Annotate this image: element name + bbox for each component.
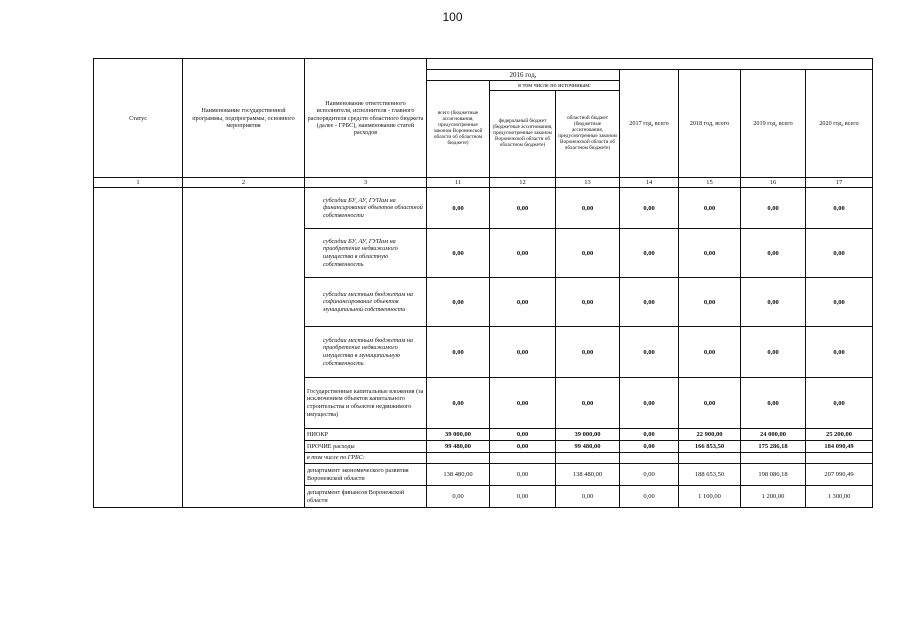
cell-2020: 184 090,49 (806, 441, 873, 453)
cell-2017: 0,00 (620, 441, 679, 453)
cell-2020: 0,00 (806, 378, 873, 429)
header-program-name: Наименование государственной программы, подпрограммы, основного мероприятия (183, 59, 305, 178)
empty-cell (806, 453, 873, 464)
header-regional-budget: областной бюджет (бюджетные ассигнования, предусмотренные законом Воронежской области об областном бюджете) (556, 91, 620, 178)
cell-2020: 207 990,49 (806, 464, 873, 486)
column-number: 14 (620, 178, 679, 188)
cell-2020: 0,00 (806, 278, 873, 327)
cell-2017: 0,00 (620, 278, 679, 327)
cell-total-2016: 0,00 (427, 229, 490, 278)
cell-regional: 0,00 (556, 378, 620, 429)
cell-regional: 138 480,00 (556, 464, 620, 486)
cell-2019: 0,00 (741, 327, 806, 378)
cell-2020: 1 300,00 (806, 486, 873, 508)
column-number: 16 (741, 178, 806, 188)
header-2018: 2018 год, всего (679, 70, 741, 178)
cell-2019: 175 286,18 (741, 441, 806, 453)
row-label: ПРОЧИЕ расходы (305, 441, 427, 453)
cell-total-2016: 138 480,00 (427, 464, 490, 486)
cell-2018: 1 100,00 (679, 486, 741, 508)
empty-cell (490, 453, 556, 464)
empty-cell (556, 453, 620, 464)
table-row (94, 188, 873, 229)
cell-regional: 39 000,00 (556, 429, 620, 441)
cell-2017: 0,00 (620, 188, 679, 229)
cell-2018: 0,00 (679, 327, 741, 378)
cell-total-2016: 99 480,00 (427, 441, 490, 453)
cell-regional: 0,00 (556, 327, 620, 378)
cell-federal: 0,00 (490, 229, 556, 278)
cell-2018: 0,00 (679, 229, 741, 278)
column-number: 2 (183, 178, 305, 188)
empty-cell (679, 453, 741, 464)
empty-cell (427, 453, 490, 464)
column-number: 3 (305, 178, 427, 188)
header-year-2016: 2016 год, (427, 70, 620, 81)
header-federal-budget: федеральный бюджет (бюджетные ассигнования, предусмотренные законом Воронежской области об областном бюджете) (490, 91, 556, 178)
row-label: субсидии БУ, АУ, ГУПам на финансирование объектов областной собственности (305, 188, 427, 229)
row-label: в том числе по ГРБС: (305, 453, 427, 464)
header-blank (427, 59, 873, 70)
cell-total-2016: 0,00 (427, 486, 490, 508)
cell-2019: 0,00 (741, 188, 806, 229)
cell-total-2016: 0,00 (427, 278, 490, 327)
cell-federal: 0,00 (490, 327, 556, 378)
row-label: департамент финансов Воронежской области (305, 486, 427, 508)
cell-2020: 0,00 (806, 188, 873, 229)
cell-2017: 0,00 (620, 464, 679, 486)
row-label: субсидии БУ, АУ, ГУПам на приобретение недвижимого имущества в областную собственность (305, 229, 427, 278)
row-label: Государственные капитальные вложения (за исключением объектов капитального строительства и объектов недвижимого имущества) (305, 378, 427, 429)
cell-federal: 0,00 (490, 188, 556, 229)
cell-2017: 0,00 (620, 327, 679, 378)
cell-2019: 0,00 (741, 278, 806, 327)
cell-federal: 0,00 (490, 429, 556, 441)
cell-2019: 198 086,18 (741, 464, 806, 486)
cell-2017: 0,00 (620, 429, 679, 441)
cell-2020: 0,00 (806, 229, 873, 278)
row-label: субсидии местным бюджетам на приобретение недвижимого имущества в муниципальную собственность (305, 327, 427, 378)
cell-federal: 0,00 (490, 278, 556, 327)
cell-regional: 0,00 (556, 229, 620, 278)
cell-2018: 0,00 (679, 188, 741, 229)
row-label: субсидии местным бюджетам на софинансирование объектов муниципальной собственности (305, 278, 427, 327)
cell-regional: 0,00 (556, 188, 620, 229)
column-number-row (94, 178, 873, 188)
cell-federal: 0,00 (490, 441, 556, 453)
row-label: НИОКР (305, 429, 427, 441)
budget-table (93, 58, 873, 508)
status-cell (94, 188, 183, 508)
cell-total-2016: 0,00 (427, 327, 490, 378)
column-number: 1 (94, 178, 183, 188)
cell-2019: 0,00 (741, 229, 806, 278)
column-number: 15 (679, 178, 741, 188)
column-number: 12 (490, 178, 556, 188)
header-sources-caption: в том числе по источникам: (490, 81, 620, 91)
page-number: 100 (442, 10, 463, 24)
program-cell (183, 188, 305, 508)
cell-2017: 0,00 (620, 378, 679, 429)
column-number: 17 (806, 178, 873, 188)
cell-2020: 0,00 (806, 327, 873, 378)
cell-2018: 0,00 (679, 378, 741, 429)
cell-2020: 25 200,00 (806, 429, 873, 441)
header-2020: 2020 год, всего (806, 70, 873, 178)
header-2019: 2019 год, всего (741, 70, 806, 178)
cell-2018: 22 900,00 (679, 429, 741, 441)
header-total-2016: всего (бюджетные ассигнования, предусмотренные законом Воронежской области об областном бюджете) (427, 81, 490, 178)
cell-regional: 99 480,00 (556, 441, 620, 453)
empty-cell (741, 453, 806, 464)
cell-2018: 188 653,50 (679, 464, 741, 486)
header-2017: 2017 год, всего (620, 70, 679, 178)
cell-federal: 0,00 (490, 378, 556, 429)
cell-2018: 0,00 (679, 278, 741, 327)
cell-2017: 0,00 (620, 229, 679, 278)
cell-federal: 0,00 (490, 486, 556, 508)
cell-regional: 0,00 (556, 486, 620, 508)
cell-total-2016: 39 000,00 (427, 429, 490, 441)
cell-2019: 24 000,00 (741, 429, 806, 441)
cell-federal: 0,00 (490, 464, 556, 486)
cell-2019: 1 200,00 (741, 486, 806, 508)
header-executor: Наименование ответственного исполнителя, исполнителя - главного распорядителя средств областного бюджета (далее - ГРБС), наименование статей расходов (305, 59, 427, 178)
cell-2017: 0,00 (620, 486, 679, 508)
cell-total-2016: 0,00 (427, 188, 490, 229)
column-number: 11 (427, 178, 490, 188)
cell-total-2016: 0,00 (427, 378, 490, 429)
cell-2018: 166 853,50 (679, 441, 741, 453)
empty-cell (620, 453, 679, 464)
header-status: Статус (94, 59, 183, 178)
cell-2019: 0,00 (741, 378, 806, 429)
row-label: департамент экономического развития Воронежской области (305, 464, 427, 486)
column-number: 13 (556, 178, 620, 188)
cell-regional: 0,00 (556, 278, 620, 327)
